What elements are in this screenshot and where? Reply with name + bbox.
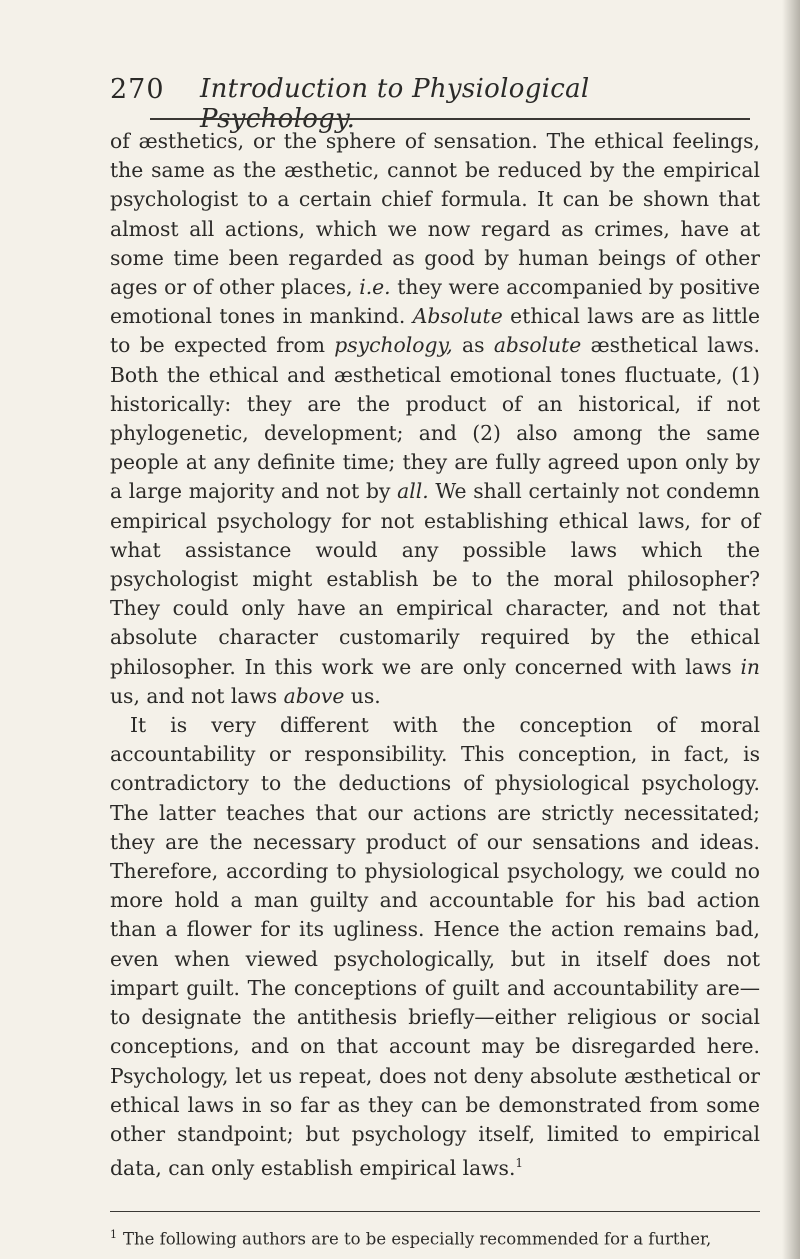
text-run: It is very different with the conception of moral accountability or responsibility. This conception, in fact, is contradictory to the deductions of physiological psychology. The latter teaches that our actions are strictly necessitated; they are the necessary product of our sensations and ideas. Therefore, according to physiological psychology, we could no more hold a man guilty and accountable for his bad action than a flower for its ugliness. Hence the action remains bad, even when viewed psychologically, but in itself does not impart guilt. The conceptions of guilt and accountability are—to designate the antithesis briefly—either religious or social conceptions, and on that account may be disregarded here. Psychology, let us repeat, does not deny absolute æsthetical or ethical laws in so far as they can be demonstrated from some other standpoint; but psychology itself, limited to empirical data, can only establish empirical laws. (110, 713, 760, 1180)
text-run: as (452, 333, 494, 358)
body-text (110, 127, 760, 1183)
page-number: 270 (110, 74, 165, 105)
header-rule (150, 118, 750, 120)
text-run: us. (344, 683, 381, 708)
text-run: æsthetical laws. Both the ethical and æsthetical emotional tones fluctuate, (1) historically: they are the product of an historical, if not phylogenetic, development; and (2) also among the same people at any definite time; they are fully agreed upon only by a large majority and not by (110, 333, 760, 504)
paragraph-2 (110, 711, 760, 1183)
italic-run: all. (397, 479, 429, 504)
running-title: Introduction to Physiological Psychology. (200, 74, 590, 134)
text-run: they were accompanied by positive emotional tones in mankind. (110, 275, 760, 329)
text-run: ethical laws are as little to be expected from (110, 304, 760, 358)
footnote-rule (110, 1211, 760, 1212)
italic-run: in (740, 654, 760, 679)
paragraph-1 (110, 127, 760, 711)
italic-run: above (283, 683, 345, 708)
footnote (110, 1224, 760, 1251)
footnote-marker: 1 (110, 1228, 117, 1241)
page-edge-shadow (782, 0, 800, 1259)
italic-run: absolute (493, 333, 582, 358)
footnote-text: The following authors are to be especially recommended for a further, (123, 1229, 712, 1249)
text-run: of æsthetics, or the sphere of sensation. The ethical feelings, the same as the æsthetic, cannot be reduced by the empirical psychologist to a certain chief formula. It can be shown that almost all actions, which we now regard as crimes, have at some time been regarded as good by human beings of other ages or of other places, (110, 129, 760, 300)
text-run: us, and not laws (110, 683, 284, 708)
italic-run: i.e. (359, 275, 391, 300)
italic-run: Absolute (412, 304, 503, 329)
text-run: We shall certainly not condemn empirical psychology for not establishing ethical laws, for of what assistance would any possible laws which the psychologist might establish be to the moral philosopher? They could only have an empirical character, and not that absolute character customarily required by the ethical philosopher. In this work we are only concerned with laws (110, 479, 760, 679)
footnote-reference: 1 (515, 1156, 524, 1171)
page-header (110, 72, 750, 134)
italic-run: psychology, (334, 333, 453, 358)
